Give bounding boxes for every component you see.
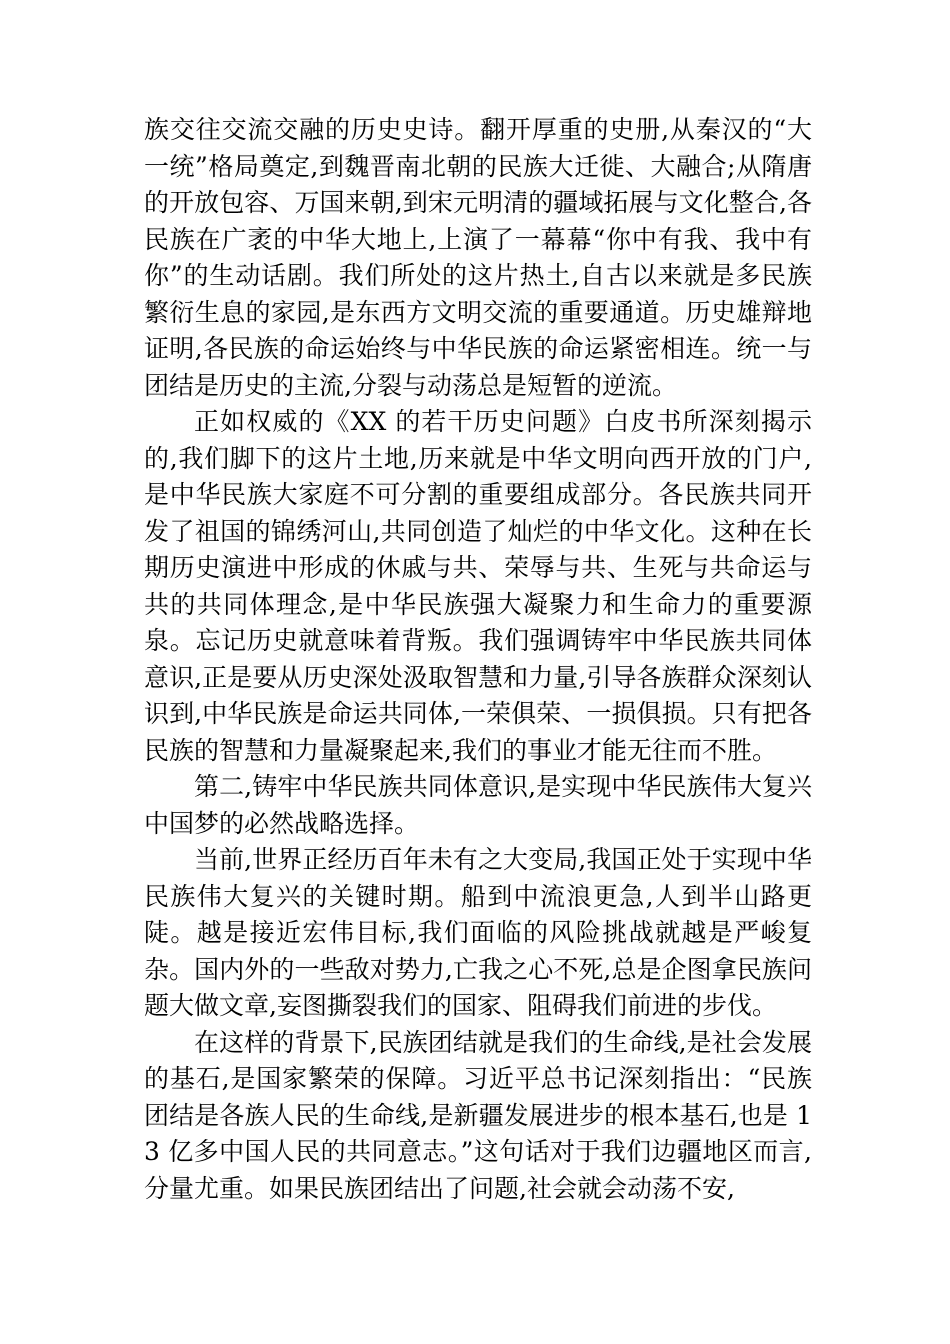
document-body [144, 112, 812, 1207]
paragraph-current-situation: 当前,世界正经历百年未有之大变局,我国正处于实现中华民族伟大复兴的关键时期。船到中流浪更急,人到半山路更陡。越是接近宏伟目标,我们面临的风险挑战就越是严峻复杂。国内外的一些敌对势力,亡我之心不死,总是企图拿民族问题大做文章,妄图撕裂我们的国家、阻碍我们前进的步伐。 [144, 845, 812, 1020]
paragraph-white-paper: 正如权威的《XX 的若干历史问题》白皮书所深刻揭示的,我们脚下的这片土地,历来就是中华文明向西开放的门户,是中华民族大家庭不可分割的重要组成部分。各民族共同开发了祖国的锦绣河山,共同创造了灿烂的中华文化。这种在长期历史演进中形成的休戚与共、荣辱与共、生死与共命运与共的共同体理念,是中华民族强大凝聚力和生命力的重要源泉。忘记历史就意味着背叛。我们强调铸牢中华民族共同体意识,正是要从历史深处汲取智慧和力量,引导各族群众深刻认识到,中华民族是命运共同体,一荣俱荣、一损俱损。只有把各民族的智慧和力量凝聚起来,我们的事业才能无往而不胜。 [144, 407, 812, 765]
paragraph-ethnic-unity: 在这样的背景下,民族团结就是我们的生命线,是社会发展的基石,是国家繁荣的保障。习近平总书记深刻指出：“民族团结是各族人民的生命线,是新疆发展进步的根本基石,也是 13 亿多中国人民的共同意志。”这句话对于我们边疆地区而言,分量尤重。如果民族团结出了问题,社会就会动荡不安, [144, 1027, 812, 1203]
paragraph-second-point-heading: 第二,铸牢中华民族共同体意识,是实现中华民族伟大复兴中国梦的必然战略选择。 [144, 772, 812, 838]
paragraph-history-continuation: 族交往交流交融的历史史诗。翻开厚重的史册,从秦汉的“大一统”格局奠定,到魏晋南北朝的民族大迁徙、大融合;从隋唐的开放包容、万国来朝,到宋元明清的疆域拓展与文化整合,各民族在广袤的中华大地上,上演了一幕幕“你中有我、我中有你”的生动话剧。我们所处的这片热土,自古以来就是多民族繁衍生息的家园,是东西方文明交流的重要通道。历史雄辩地证明,各民族的命运始终与中华民族的命运紧密相连。统一与团结是历史的主流,分裂与动荡总是短暂的逆流。 [144, 115, 812, 400]
